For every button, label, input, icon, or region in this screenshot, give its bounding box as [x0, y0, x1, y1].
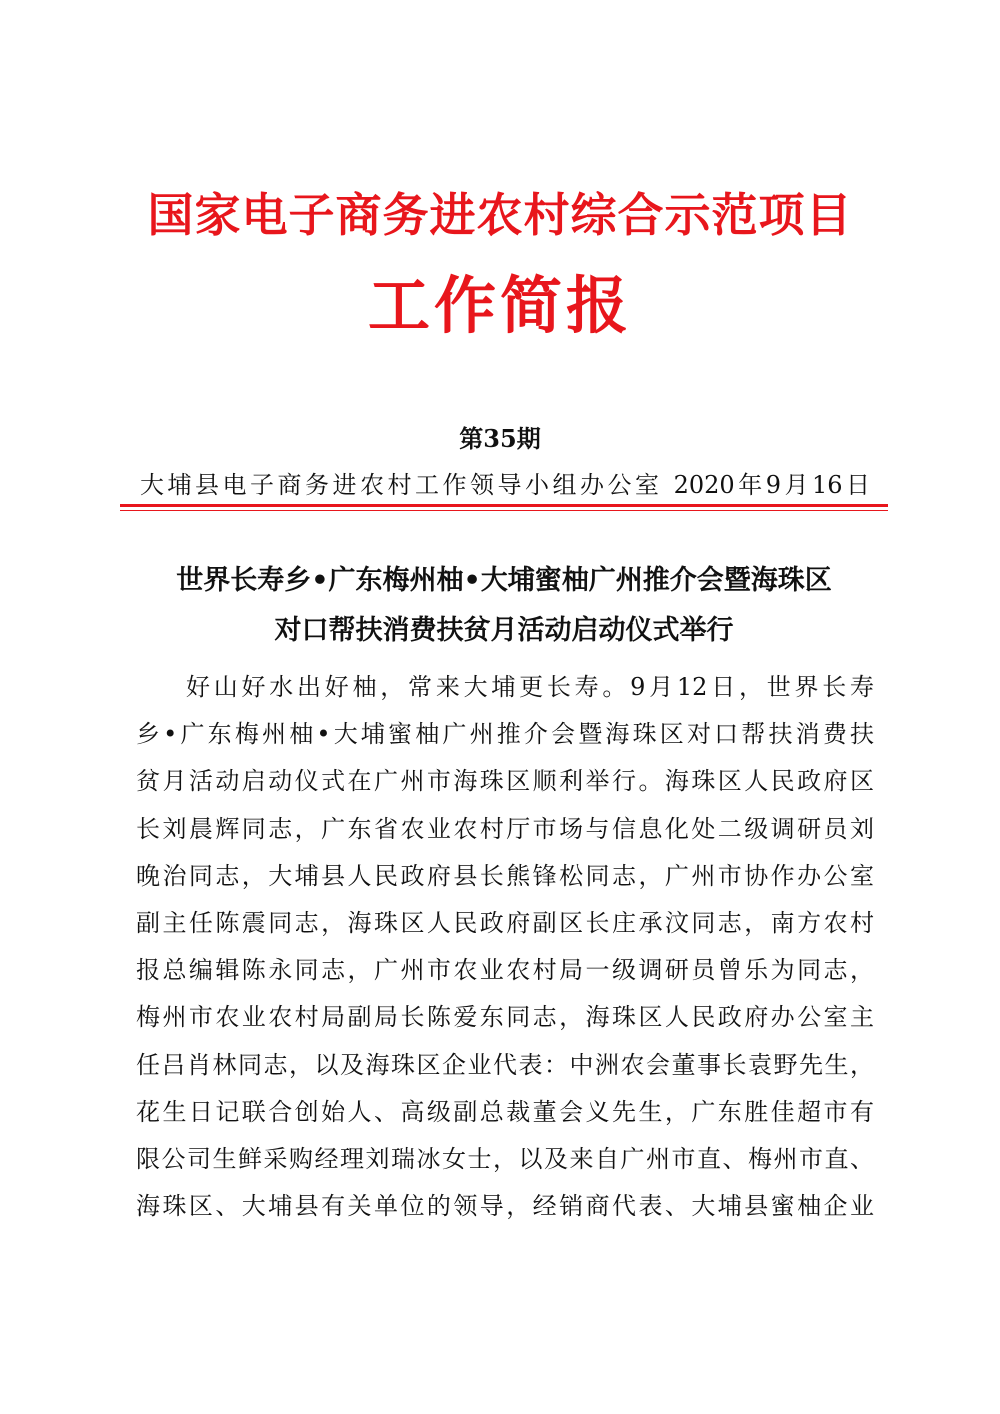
article-title — [120, 556, 888, 656]
issuer-line — [140, 468, 870, 502]
article-body — [136, 664, 874, 1230]
body-line: 报总编辑陈永同志，广州市农业农村局一级调研员曾乐为同志， — [136, 956, 874, 985]
masthead-rule-thin — [120, 510, 888, 511]
body-line: 好山好水出好柚，常来大埔更长寿。9月12日，世界长寿 — [186, 673, 874, 701]
masthead-title: 国家电子商务进农村综合示范项目 — [147, 188, 853, 242]
body-line: 梅州市农业农村局副局长陈爱东同志，海珠区人民政府办公室主 — [136, 1003, 874, 1032]
issuer-org: 大埔县电子商务进农村工作领导小组办公室 — [140, 471, 663, 499]
article-title-line: 对口帮扶消费扶贫月活动启动仪式举行 — [274, 615, 734, 646]
masthead-rule-thick — [120, 504, 888, 507]
body-line: 晚治同志，大埔县人民政府县长熊锋松同志，广州市协作办公室 — [136, 861, 874, 890]
body-line: 花生日记联合创始人、高级副总裁董会义先生，广东胜佳超市有 — [136, 1097, 874, 1126]
body-line: 副主任陈震同志，海珠区人民政府副区长庄承汶同志，南方农村 — [136, 908, 874, 937]
body-line: 限公司生鲜采购经理刘瑞冰女士，以及来自广州市直、梅州市直、 — [136, 1144, 874, 1173]
body-line: 海珠区、大埔县有关单位的领导，经销商代表、大埔县蜜柚企业 — [136, 1192, 874, 1221]
article-title-line: 世界长寿乡•广东梅州柚•大埔蜜柚广州推介会暨海珠区 — [176, 565, 832, 596]
issue-date: 2020年9月16日 — [673, 471, 871, 499]
issue-number: 第35期 — [459, 424, 541, 453]
body-line: 贫月活动启动仪式在广州市海珠区顺利举行。海珠区人民政府区 — [136, 767, 874, 796]
body-line: 乡•广东梅州柚•大埔蜜柚广州推介会暨海珠区对口帮扶消费扶 — [136, 720, 874, 749]
body-line: 长刘晨辉同志，广东省农业农村厅市场与信息化处二级调研员刘 — [136, 814, 874, 843]
masthead-subtitle: 工作简报 — [367, 269, 632, 342]
body-line: 任吕肖林同志，以及海珠区企业代表：中洲农会董事长袁野先生， — [136, 1050, 874, 1079]
